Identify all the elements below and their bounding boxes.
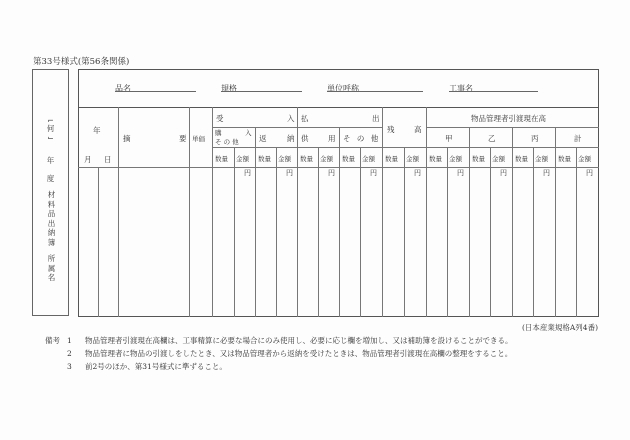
- col-line: [555, 127, 556, 317]
- col-line: [339, 127, 340, 317]
- issue-balance-divider: [382, 107, 383, 317]
- col-amount: 金額: [320, 155, 333, 163]
- col-line: [533, 147, 534, 317]
- col-qty: 数量: [385, 155, 398, 163]
- col-receipt-left: 受: [216, 114, 224, 123]
- note-item: [45, 347, 513, 360]
- month-day-divider: [98, 167, 99, 317]
- side-bracket-top: ⌐: [47, 116, 54, 125]
- yen-mark: 円: [370, 169, 377, 177]
- unit-input[interactable]: [362, 81, 422, 91]
- side-bracket-text: 何: [46, 124, 55, 133]
- field-label-item-name: 品名: [115, 84, 131, 93]
- col-amount: 金額: [578, 155, 591, 163]
- side-bracket-bottom: ⌙: [47, 133, 54, 142]
- note-text: 前2号のほか、第31号様式に準ずること。: [85, 362, 227, 371]
- col-group-ko: 甲: [445, 134, 453, 143]
- col-supply-left: 供: [301, 134, 309, 143]
- col-line: [576, 147, 577, 317]
- side-department: 所属名: [47, 254, 56, 282]
- item-name-underline: [115, 91, 196, 92]
- project-underline: [449, 91, 538, 92]
- col-qty: 数量: [515, 155, 528, 163]
- yen-mark: 円: [328, 169, 335, 177]
- col-qty: 数量: [215, 155, 228, 163]
- side-year: 年: [46, 156, 55, 165]
- note-item: [45, 360, 513, 373]
- side-panel: [32, 69, 69, 316]
- note-number: 1: [67, 336, 72, 345]
- col-line: [469, 127, 470, 317]
- col-line: [276, 147, 277, 317]
- field-label-project: 工事名: [449, 84, 473, 93]
- col-return-left: 返: [259, 134, 267, 143]
- form-title: 第33号様式(第56条関係): [33, 57, 130, 67]
- field-label-spec: 規格: [221, 84, 237, 93]
- col-qty: 数量: [342, 155, 355, 163]
- project-input[interactable]: [476, 81, 536, 91]
- col-line: [404, 147, 405, 317]
- col-line: [360, 147, 361, 317]
- yen-mark: 円: [286, 169, 293, 177]
- col-issue-other: そ の 他: [343, 134, 381, 143]
- note-text: 物品管理者引渡現在高欄は、工事精算に必要な場合にのみ使用し、必要に応じ欄を増加し、又は補助簿を設けることができる。: [85, 336, 513, 345]
- note-number: 2: [67, 349, 72, 358]
- col-purchase-l1-left: 購: [215, 129, 222, 137]
- col-qty: 数量: [472, 155, 485, 163]
- col-qty: 数量: [429, 155, 442, 163]
- note-item: [45, 334, 513, 347]
- notes-heading: 備考: [45, 336, 60, 345]
- col-qty: 数量: [558, 155, 571, 163]
- yen-mark: 円: [414, 169, 421, 177]
- col-purchase-l1-right: 入: [245, 129, 252, 137]
- side-ledger-name: 材料品出納簿: [47, 190, 56, 247]
- col-summary-left: 摘: [123, 134, 131, 143]
- unit-underline: [327, 91, 423, 92]
- yen-mark: 円: [586, 169, 593, 177]
- col-return-right: 納: [287, 134, 295, 143]
- col-year: 年: [93, 126, 101, 135]
- standard-note: (日本産業規格A列4番): [521, 323, 598, 332]
- yen-mark: 円: [543, 169, 550, 177]
- col-line: [318, 147, 319, 317]
- col-receipt-right: 入: [287, 114, 295, 123]
- balance-manager-divider: [426, 107, 427, 317]
- col-day: 日: [104, 155, 112, 164]
- col-balance-left: 残: [387, 125, 395, 134]
- col-issue-left: 払: [301, 114, 309, 123]
- col-group-total: 計: [574, 134, 582, 143]
- col-line: [447, 147, 448, 317]
- col-amount: 金額: [278, 155, 291, 163]
- price-receipt-divider: [212, 107, 213, 317]
- col-amount: 金額: [236, 155, 249, 163]
- spec-underline: [221, 91, 302, 92]
- col-balance-right: 高: [414, 125, 422, 134]
- qty-amount-divider: [212, 147, 599, 148]
- summary-price-divider: [189, 107, 190, 317]
- header-divider: [78, 107, 599, 108]
- col-issue-right: 出: [372, 114, 380, 123]
- col-amount: 金額: [535, 155, 548, 163]
- yen-mark: 円: [244, 169, 251, 177]
- col-amount: 金額: [492, 155, 505, 163]
- note-number: 3: [67, 362, 72, 371]
- receipt-issue-divider: [297, 107, 298, 317]
- col-group-hei: 丙: [531, 134, 539, 143]
- col-line: [490, 147, 491, 317]
- col-qty: 数量: [300, 155, 313, 163]
- side-degree: 度: [46, 174, 55, 183]
- col-supply-right: 用: [328, 134, 336, 143]
- col-amount: 金額: [406, 155, 419, 163]
- field-label-unit: 単位呼称: [327, 84, 359, 93]
- col-purchase-l2: そ の 他: [215, 138, 239, 146]
- yen-mark: 円: [457, 169, 464, 177]
- col-line: [255, 127, 256, 317]
- col-line: [512, 127, 513, 317]
- col-month: 月: [84, 155, 92, 164]
- col-qty: 数量: [258, 155, 271, 163]
- col-amount: 金額: [449, 155, 462, 163]
- spec-input[interactable]: [241, 81, 301, 91]
- col-group-otsu: 乙: [488, 134, 496, 143]
- col-unit-price: 単価: [192, 135, 205, 143]
- date-summary-divider: [118, 107, 119, 317]
- item-name-input[interactable]: [135, 81, 195, 91]
- col-line: [234, 147, 235, 317]
- yen-mark: 円: [500, 169, 507, 177]
- col-amount: 金額: [362, 155, 375, 163]
- col-manager-balance: 物品管理者引渡現在高: [471, 114, 546, 123]
- note-text: 物品管理者に物品の引渡しをしたとき、又は物品管理者から返納を受けたときは、物品管理者引渡現在高欄の整理をすること。: [85, 349, 513, 358]
- notes-section: [45, 334, 513, 373]
- col-summary-right: 要: [179, 134, 187, 143]
